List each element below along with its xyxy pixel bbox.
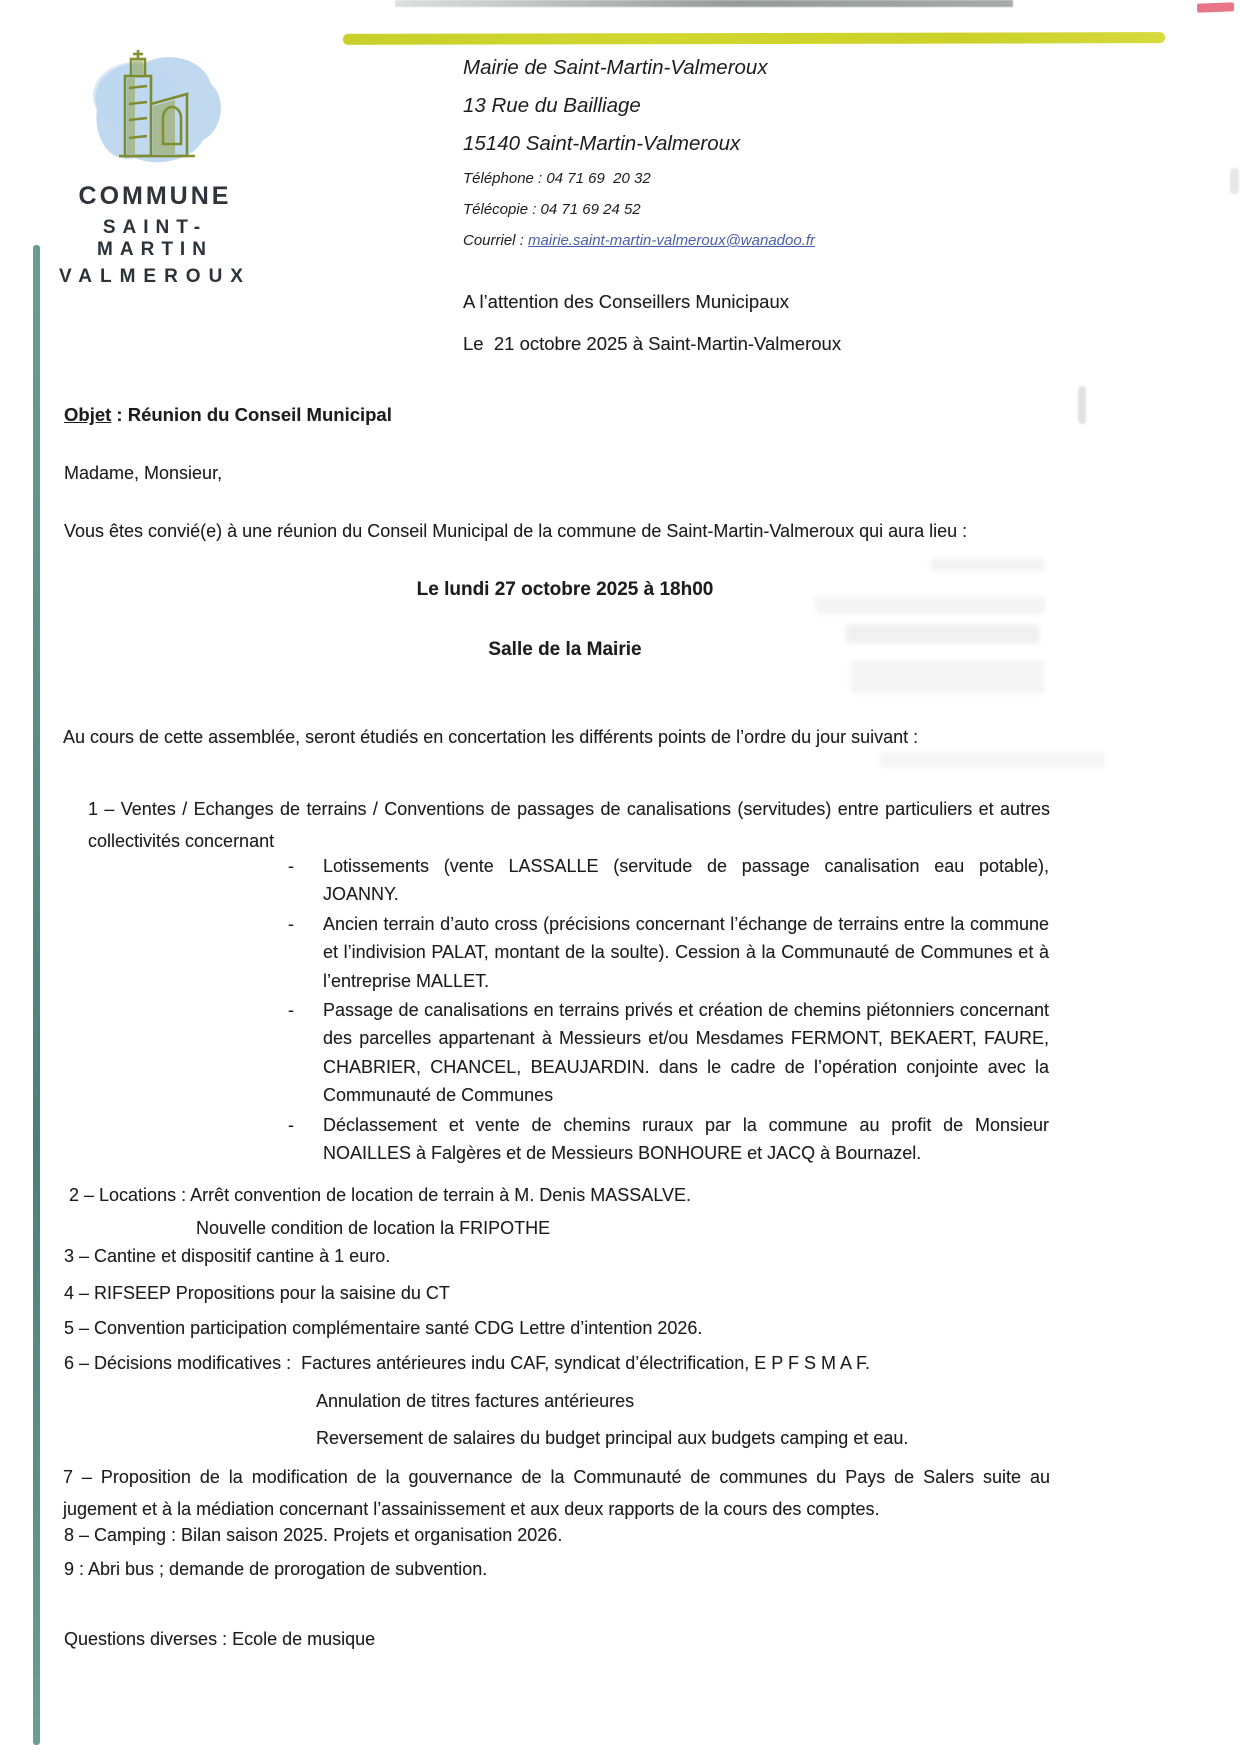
- agenda-item-6-sub1: Annulation de titres factures antérieures: [316, 1391, 635, 1411]
- fax-number: 04 71 69 24 52: [540, 201, 641, 218]
- phone-label: Téléphone :: [463, 170, 547, 187]
- scan-bleedthrough-smudge: [850, 660, 1045, 694]
- meeting-datetime: Le lundi 27 octobre 2025 à 18h00: [416, 579, 714, 600]
- bullet-ancien-terrain: - Ancien terrain d’auto cross (précisions concernant l’échange de terrains entre la commune et l’indivision PALAT, montant de la soulte). Cession à la Communauté de Communes et à l’entreprise MALLET.: [285, 910, 1049, 995]
- sender-name: Mairie de Saint-Martin-Valmeroux: [463, 56, 768, 79]
- intro-paragraph: Vous êtes convié(e) à une réunion du Conseil Municipal de la commune de Saint-Martin-Valmeroux qui aura lieu :: [64, 521, 968, 541]
- logo-text-saint-martin: SAINT-MARTIN: [97, 217, 213, 260]
- agenda-item-9: 9 : Abri bus ; demande de prorogation de subvention.: [64, 1559, 488, 1579]
- fax-label: Télécopie :: [463, 201, 541, 218]
- bullet-declassement: - Déclassement et vente de chemins ruraux par la commune au profit de Monsieur NOAILLES à Falgères et de Messieurs BONHOURE et JACQ à Bournazel.: [285, 1111, 1049, 1168]
- questions-diverses: Questions diverses : Ecole de musique: [64, 1629, 376, 1649]
- agenda-item-5: 5 – Convention participation complémentaire santé CDG Lettre d’intention 2026.: [64, 1318, 703, 1338]
- bullet-passage-canalisations: - Passage de canalisations en terrains privés et création de chemins piétonniers concernant des parcelles appartenant à Messieurs et/ou Mesdames FERMONT, BEKAERT, FAURE, CHABRIER, CHANCEL, BEAUJARDIN. dans le cadre de l’opération conjointe avec la Communauté de Communes: [285, 996, 1049, 1110]
- agenda-item-1-bullets: [285, 852, 1049, 1168]
- sender-address-block: [463, 55, 815, 262]
- meeting-place: Salle de la Mairie: [488, 639, 642, 660]
- agenda-item-3: 3 – Cantine et dispositif cantine à 1 euro.: [64, 1246, 391, 1266]
- agenda-item-2-sub: Nouvelle condition de location la FRIPOTHE: [196, 1218, 551, 1238]
- logo-text-valmeroux: VALMEROUX: [59, 266, 251, 287]
- phone-number: 04 71 69 20 32: [546, 170, 651, 187]
- email-label: Courriel :: [463, 232, 529, 249]
- agenda-intro: Au cours de cette assemblée, seront étudiés en concertation les différents points de l’ordre du jour suivant :: [63, 727, 919, 747]
- scan-artifact-red-mark: [1197, 2, 1234, 12]
- agenda-item-2: [69, 1179, 691, 1245]
- bullet-lotissements: - Lotissements (vente LASSALLE (servitude de passage canalisation eau potable), JOANNY.: [285, 852, 1049, 909]
- subject-line: [64, 404, 392, 426]
- scan-bleedthrough-smudge: [930, 558, 1045, 572]
- date-line: Le 21 octobre 2025 à Saint-Martin-Valmeroux: [463, 333, 842, 354]
- salutation: Madame, Monsieur,: [64, 463, 223, 483]
- sender-street: 13 Rue du Bailliage: [463, 94, 641, 117]
- agenda-item-1: 1 – Ventes / Echanges de terrains / Conventions de passages de canalisations (servitudes) entre particuliers et autres collectivités concernant: [88, 799, 1050, 851]
- scan-edge-mark: [1230, 168, 1239, 194]
- agenda-item-8: 8 – Camping : Bilan saison 2025. Projets et organisation 2026.: [64, 1525, 563, 1545]
- agenda-item-6: 6 – Décisions modificatives : Factures antérieures indu CAF, syndicat d’électrification, E P F S M A F.: [64, 1353, 871, 1373]
- agenda-item-6-sub2: Reversement de salaires du budget principal aux budgets camping et eau.: [316, 1428, 909, 1448]
- agenda-item-2-main: 2 – Locations : Arrêt convention de location de terrain à M. Denis MASSALVE.: [69, 1185, 692, 1205]
- agenda-item-7: 7 – Proposition de la modification de la gouvernance de la Communauté de communes du Pays de Salers suite au jugement et à la médiation concernant l’assainissement et aux deux rapports de la cours des comptes.: [63, 1467, 1050, 1519]
- sender-email: [463, 231, 815, 251]
- scan-artifact-top-strip: [395, 0, 1013, 7]
- header-accent-bar: [343, 32, 1165, 45]
- logo-text-commune: COMMUNE: [78, 182, 232, 210]
- attention-line: A l’attention des Conseillers Municipaux: [463, 291, 789, 312]
- commune-logo: [52, 46, 258, 288]
- email-link[interactable]: mairie.saint-martin-valmeroux@wanadoo.fr: [528, 232, 816, 249]
- sender-city: 15140 Saint-Martin-Valmeroux: [463, 132, 741, 155]
- scan-bleedthrough-smudge: [880, 752, 1105, 768]
- agenda-item-4: 4 – RIFSEEP Propositions pour la saisine du CT: [64, 1283, 450, 1303]
- sender-fax: [463, 200, 815, 220]
- subject-text: : Réunion du Conseil Municipal: [111, 404, 392, 425]
- church-illustration: [75, 46, 235, 180]
- scan-scratch-mark: [1078, 386, 1086, 424]
- left-margin-rule: [33, 245, 40, 1745]
- sender-phone: [463, 169, 815, 189]
- subject-label: Objet: [64, 404, 112, 425]
